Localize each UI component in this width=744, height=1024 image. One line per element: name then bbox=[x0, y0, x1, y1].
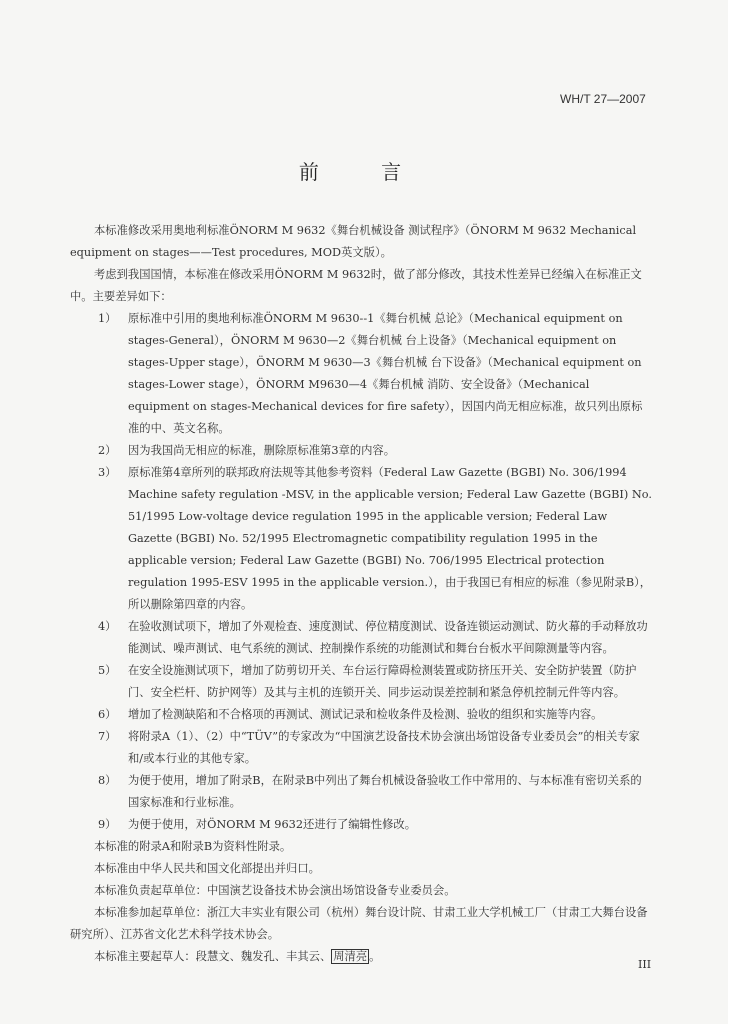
page-title: 前 言 bbox=[298, 160, 430, 184]
list-item: 6） 增加了检测缺陷和不合格项的再测试、测试记录和检收条件及检测、验收的组织和实施等内容。 bbox=[98, 708, 603, 721]
list-item: 1） 原标准中引用的奥地利标准ÖNORM M 9630--1《舞台机械 总论》（Mechanical equipment on stages-General），ÖNORM M 9630—2《舞台机械 台上设备》（Mechanical equipment on stages-Upper stage），ÖNORM M 9630—3《舞台机械 台下设备》（Mechanical equipment on stages-Lower stage），ÖNORM M9630—4《舞台机械 消防、安全设备》（Mechanical equipment on stages-Mechanical devices for fire safety），因国内尚无相应标准，故只列出原标准的中、英文名称。 bbox=[98, 312, 643, 435]
closing-paragraph: 本标准由中华人民共和国文化部提出并归口。 bbox=[94, 862, 320, 875]
closing-paragraph: 本标准的附录A和附录B为资料性附录。 bbox=[94, 840, 292, 853]
list-item: 5） 在安全设施测试项下，增加了防剪切开关、车台运行障碍检测装置或防挤压开关、安全防护装置（防护门、安全栏杆、防护网等）及其与主机的连锁开关、同步运动误差控制和紧急停机控制元件等内容。 bbox=[98, 664, 637, 699]
list-item: 7） 将附录A（1）、（2）中“TÜV”的专家改为“中国演艺设备技术协会演出场馆设备专业委员会”的相关专家和/或本行业的其他专家。 bbox=[98, 730, 640, 765]
drafters-paragraph: 本标准主要起草人：段慧文、魏发孔、丰其云、 周清亮 。 bbox=[94, 950, 381, 963]
document-body bbox=[70, 220, 652, 968]
page-edge bbox=[728, 0, 744, 1024]
closing-paragraph: 本标准负责起草单位：中国演艺设备技术协会演出场馆设备专业委员会。 bbox=[94, 884, 456, 897]
list-item: 2） 因为我国尚无相应的标准，删除原标准第3章的内容。 bbox=[98, 444, 396, 457]
closing-paragraph: 本标准参加起草单位：浙江大丰实业有限公司（杭州）舞台设计院、甘肃工业大学机械工厂（甘肃工大舞台设备研究所）、江苏省文化艺术科学技术协会。 bbox=[70, 906, 648, 941]
list-item: 4） 在验收测试项下，增加了外观检查、速度测试、停位精度测试、设备连锁运动测试、防火幕的手动释放功能测试、噪声测试、电气系统的测试、控制操作系统的功能测试和舞台台板水平间隙测量等内容。 bbox=[98, 620, 648, 655]
list-item: 8） 为便于使用，增加了附录B，在附录B中列出了舞台机械设备验收工作中常用的、与本标准有密切关系的国家标准和行业标准。 bbox=[98, 774, 642, 809]
list-item: 9） 为便于使用，对ÖNORM M 9632还进行了编辑性修改。 bbox=[98, 818, 417, 831]
page-number: III bbox=[638, 958, 652, 971]
standard-code: WH/T 27—2007 bbox=[560, 92, 646, 106]
boxed-drafter-name: 周清亮 bbox=[333, 950, 368, 963]
list-item: 3） 原标准第4章所列的联邦政府法规等其他参考资料（Federal Law Gazette (BGBI) No. 306/1994 Machine safety regulation -MSV, in the applicable version; Federal Law Gazette (BGBI) No. 51/1995 Low-voltage device regulation 1995 in the applicable version; Federal Law Gazette (BGBI) No. 52/1995 Electromagnetic compatibility regulation 1995 in the applicable version; Federal Law Gazette (BGBI) No. 706/1995 Electrical protection regulation 1995-ESV 1995 in the applicable version.），由于我国已有相应的标准（参见附录B），所以删除第四章的内容。 bbox=[98, 466, 652, 611]
intro-paragraph-1: 本标准修改采用奥地利标准ÖNORM M 9632《舞台机械设备 测试程序》（ÖNORM M 9632 Mechanical equipment on stages——Test procedures, MOD英文版）。 bbox=[70, 224, 637, 259]
intro-paragraph-2: 考虑到我国国情，本标准在修改采用ÖNORM M 9632时，做了部分修改，其技术性差异已经编入在标准正文中。主要差异如下： bbox=[70, 268, 642, 303]
